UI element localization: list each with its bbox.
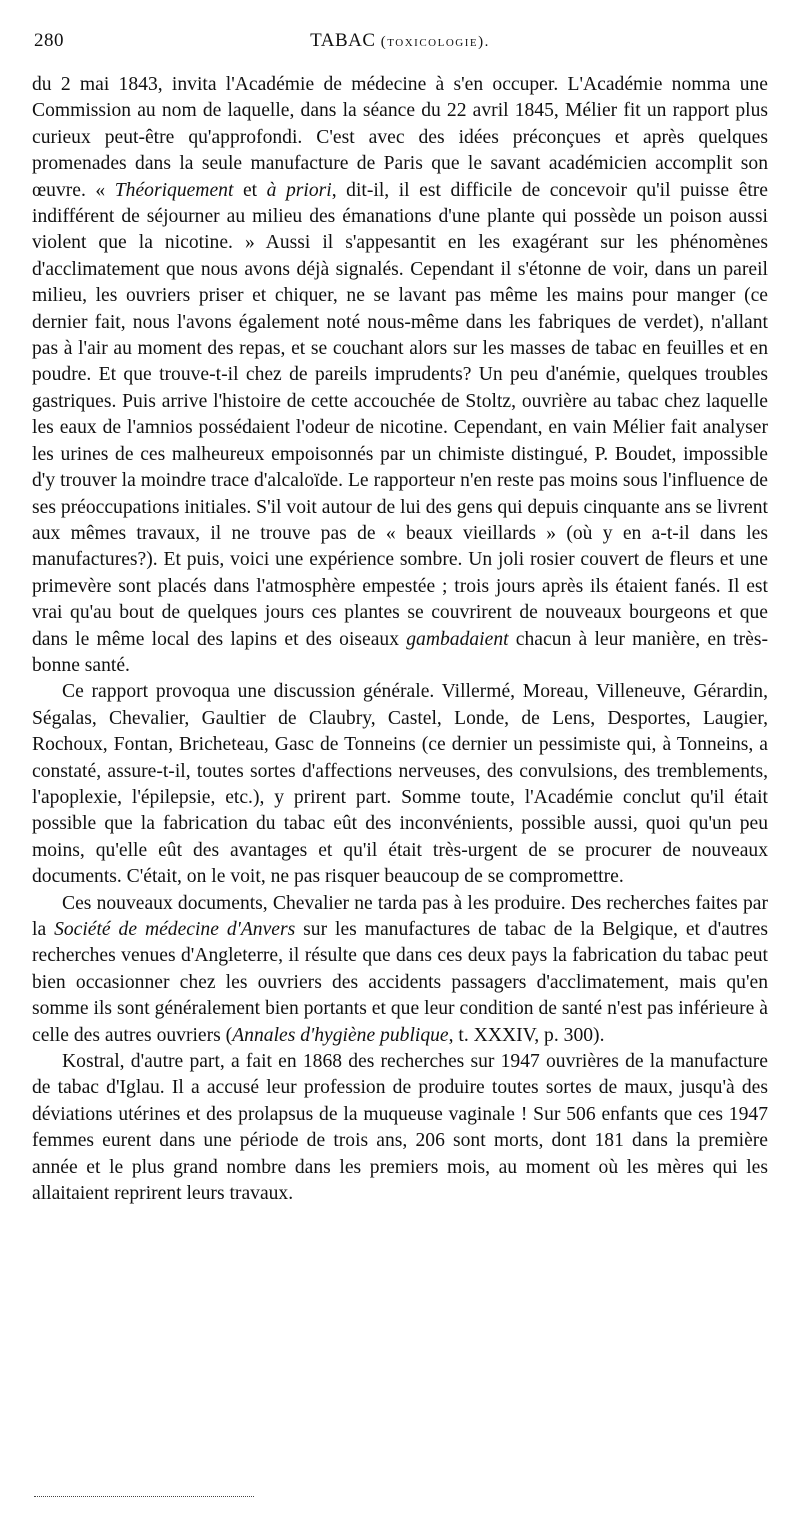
paragraph-1-italic-a: Théoriquement xyxy=(114,179,234,201)
paragraph-1-italic-b: à priori xyxy=(266,179,332,201)
footer-divider xyxy=(34,1496,254,1497)
paragraph-3-text-c: , t. XXXIV, p. 300). xyxy=(448,1024,605,1046)
paragraph-2: Ce rapport provoqua une discussion générale. Villermé, Moreau, Villeneuve, Gérardin, Ségalas, Chevalier, Gaultier de Claubry, Castel, Londe, de Lens, Desportes, Laugier, Rochoux, Fontan, Bricheteau, Gasc de Tonneins (ce dernier un pessimiste qui, à Tonneins, a constaté, assure-t-il, toutes sortes d'affections nerveuses, des convulsions, des tremblements, l'apoplexie, l'épilepsie, etc.), y prirent part. Somme toute, l'Académie conclut qu'il était possible que la fabrication du tabac eût des inconvénients, possible aussi, quoi qu'un peu moins, qu'elle eût des avantages et qu'il était très-urgent de se procurer de nouveaux documents. C'était, on le voit, ne pas risquer beaucoup de se compromettre. xyxy=(32,681,768,888)
paragraph-4: Kostral, d'autre part, a fait en 1868 des recherches sur 1947 ouvrières de la manufacture de tabac d'Iglau. Il a accusé leur profession de produire toutes sortes de maux, jusqu'à des déviations utérines et des prolapsus de la muqueuse vaginale ! Sur 506 enfants que ces 1947 femmes eurent dans une période de trois ans, 206 sont morts, dont 181 dans la première année et le plus grand nombre dans les premiers mois, au moment où les mères qui les allaitaient reprirent leurs travaux. xyxy=(32,1051,768,1205)
paragraph-3-text-a: Ces nouveaux documents, Chevalier ne tarda pas à les produire. Des recherches faites par la xyxy=(32,892,768,940)
running-title-sub: (toxicologie). xyxy=(380,34,490,50)
page-header xyxy=(32,24,768,64)
paragraph-1 xyxy=(32,72,768,679)
paragraph-1-text-a: du 2 mai 1843, invita l'Académie de médecine à s'en occuper. L'Académie nomma une Commission au nom de laquelle, dans la séance du 22 avril 1845, Mélier fit un rapport plus curieux peut-être qu'approfondi. C'est avec des idées préconçues et après quelques promenades dans la seule manufacture de Paris que le savant académicien accomplit son œuvre. « xyxy=(32,74,768,201)
paragraph-1-text-d: chacun à leur manière, en très-bonne santé. xyxy=(32,628,768,676)
paragraph-1-text-c: , dit-il, il est difficile de concevoir qu'il puisse être indifférent de séjourner au milieu des émanations d'une plante qui possède un poison aussi violent que la nicotine. » Aussi il s'appesantit en les exagérant sur les phénomènes d'acclimatement que nous avons déjà signalés. Cependant il s'étonne de voir, dans un pareil milieu, les ouvriers priser et chiquer, ne se lavant pas même les mains pour manger (ce dernier fait, nous l'avons également noté nous-même dans les fabriques de verdet), n'allant pas à l'air au moment des repas, et se couchant alors sur les masses de tabac en feuilles et en poudre. Et que trouve-t-il chez de pareils imprudents? Un peu d'anémie, quelques troubles gastriques. Puis arrive l'histoire de cette accouchée de Stoltz, ouvrière au tabac chez laquelle les eaux de l'amnios possédaient l'odeur de nicotine. Cependant, en vain Mélier fait analyser les urines de ces malheureux empoisonnés par un chimiste distingué, P. Boudet, impossible d'y trouver la moindre trace d'alcaloïde. Le rapporteur n'en reste pas moins sous l'influence de ses préoccupations initiales. S'il voit autour de lui des gens qui depuis cinquante ans se livrent aux mêmes travaux, il ne trouve pas de « beaux vieillards » (où y en a-t-il dans les manufactures?). Et puis, voici une expérience sombre. Un joli rosier couvert de fleurs et une primevère sont placés dans l'atmosphère empestée ; trois jours après ils étaient fanés. Il est vrai qu'au bout de quelques jours ces plantes se couvrirent de nouveaux bourgeons et que dans le même local des lapins et des oiseaux xyxy=(32,179,768,650)
paragraph-1-italic-c: gambadaient xyxy=(406,628,509,650)
paragraph-3 xyxy=(32,891,768,1049)
body-text xyxy=(32,72,768,1207)
paragraph-3-italic-b: Annales d'hygiène publique xyxy=(232,1024,449,1046)
paragraph-1-text-b: et xyxy=(233,179,267,201)
paragraph-3-text-b: sur les manufactures de tabac de la Belgique, et d'autres recherches venues d'Angleterre, il résulte que dans ces deux pays la fabrication du tabac peut bien occasionner chez les ouvriers des accidents passagers d'acclimatement, mais qu'en somme ils sont généralement bien portants et que leur condition de santé n'est pas inférieure à celle des autres ouvriers ( xyxy=(32,919,768,1046)
book-page xyxy=(32,24,768,1207)
running-title-main: TABAC xyxy=(310,30,376,51)
paragraph-3-italic-a: Société de médecine d'Anvers xyxy=(54,919,296,940)
page-number: 280 xyxy=(34,30,64,51)
running-title xyxy=(32,30,768,52)
